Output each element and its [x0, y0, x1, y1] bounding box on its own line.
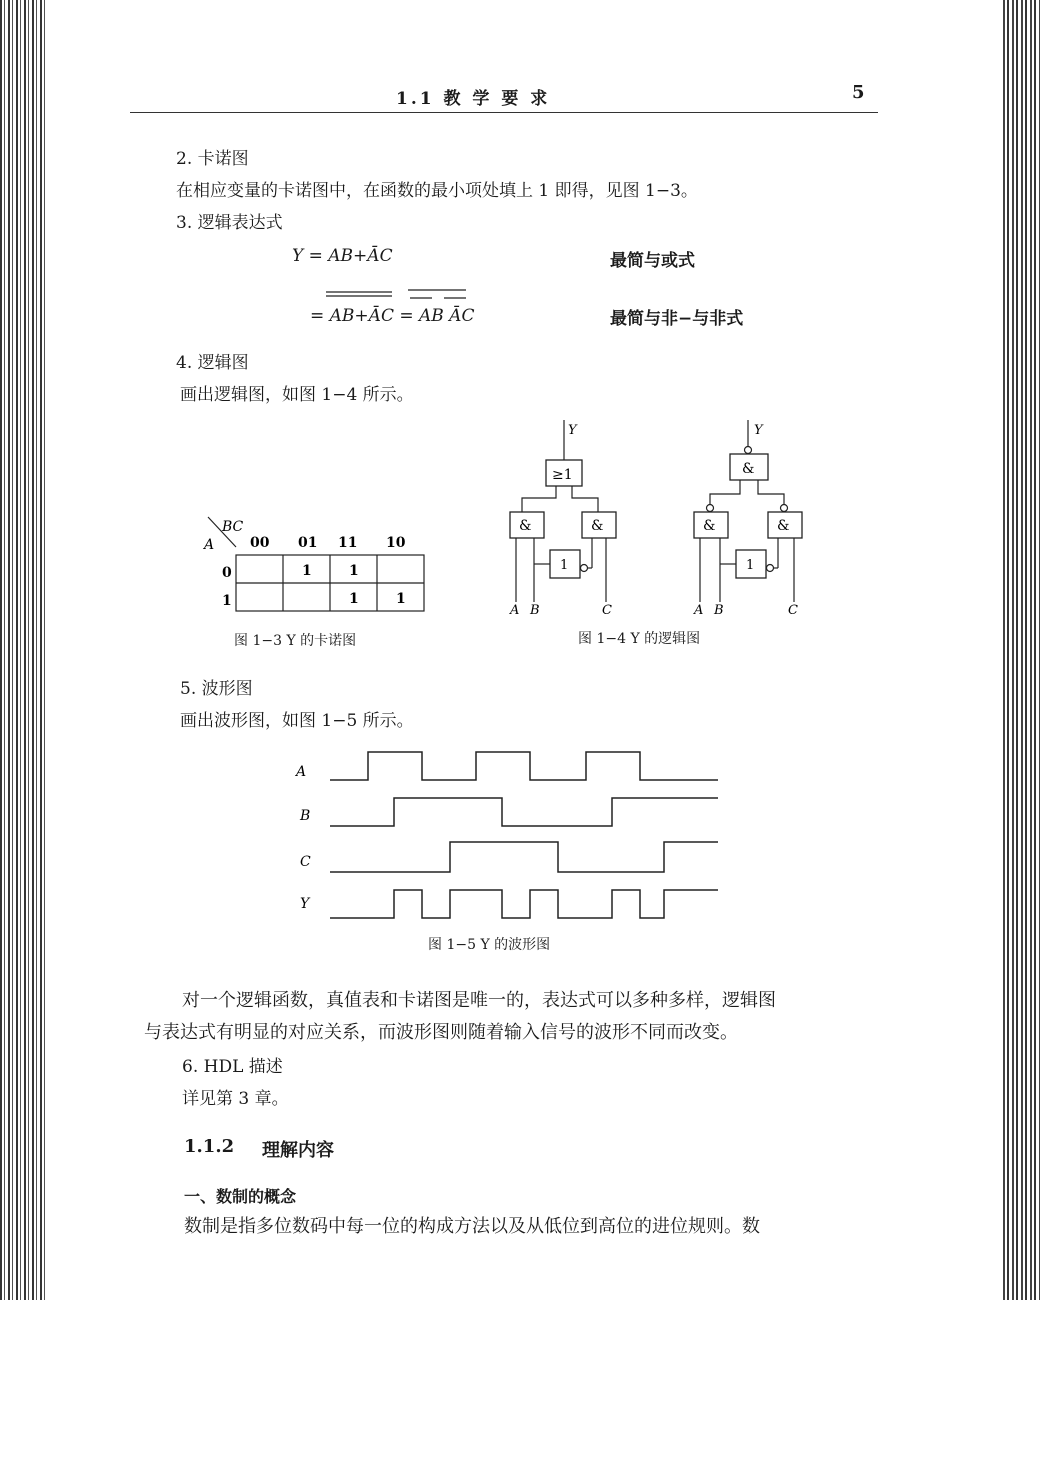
- summary-line-1: 对一个逻辑函数，真值表和卡诺图是唯一的，表达式可以多种多样，逻辑图: [182, 990, 776, 1011]
- kmap-cell: 1: [396, 591, 406, 607]
- running-header: 1.1 教 学 要 求: [396, 89, 551, 109]
- input-label-a: A: [694, 603, 704, 618]
- kmap-figure: [200, 515, 430, 620]
- nand-gate-symbol: &: [777, 518, 790, 534]
- kmap-desc: 在相应变量的卡诺图中，在函数的最小项处填上 1 即得，见图 1−3。: [176, 181, 698, 201]
- not-gate-symbol: 1: [560, 558, 569, 573]
- output-label: Y: [568, 423, 577, 438]
- input-label-b: B: [714, 603, 724, 618]
- equation-2-label: 最简与非−与非式: [610, 309, 744, 329]
- nand-gate-symbol: &: [703, 518, 716, 534]
- kmap-row-header: 1: [222, 593, 232, 609]
- logic-diagram-and-or: [500, 418, 640, 618]
- kmap-corner-col: BC: [222, 519, 244, 535]
- signal-label-b: B: [300, 808, 311, 824]
- summary-line-2: 与表达式有明显的对应关系，而波形图则随着输入信号的波形不同而改变。: [144, 1022, 738, 1043]
- heading-expression: 3. 逻辑表达式: [176, 213, 283, 233]
- kmap-row-header: 0: [222, 565, 232, 581]
- and-gate-symbol: &: [591, 518, 604, 534]
- equation-1-label: 最简与或式: [610, 251, 695, 271]
- header-rule: [130, 112, 878, 113]
- and-gate-symbol: &: [519, 518, 532, 534]
- kmap-cell: 1: [349, 563, 359, 579]
- output-label: Y: [754, 423, 763, 438]
- heading-waveform: 5. 波形图: [180, 679, 253, 699]
- concept-text: 数制是指多位数码中每一位的构成方法以及从低位到高位的进位规则。数: [184, 1216, 760, 1237]
- kmap-corner-row: A: [204, 537, 215, 553]
- logic-caption: 图 1−4 Y 的逻辑图: [578, 631, 701, 647]
- nand-gate-symbol: &: [742, 461, 755, 477]
- kmap-col-header: 01: [298, 535, 318, 551]
- scan-edge-left: [0, 0, 48, 1300]
- scan-edge-right: [1000, 0, 1040, 1300]
- input-label-b: B: [530, 603, 540, 618]
- waveform-desc: 画出波形图，如图 1−5 所示。: [180, 711, 414, 731]
- concept-heading: 一、数制的概念: [184, 1187, 297, 1206]
- or-gate-symbol: ≥1: [552, 467, 573, 483]
- input-label-c: C: [788, 603, 798, 618]
- heading-hdl: 6. HDL 描述: [182, 1057, 283, 1077]
- equation-2-overlines: [300, 286, 480, 308]
- signal-label-a: A: [296, 764, 307, 780]
- input-label-a: A: [510, 603, 520, 618]
- kmap-cell: 1: [302, 563, 312, 579]
- kmap-cell: 1: [349, 591, 359, 607]
- subsection-title: 理解内容: [262, 1140, 334, 1161]
- equation-2: = AB+ĀC = AB ĀC: [310, 306, 475, 326]
- logic-diagram-nand-nand: [686, 418, 826, 618]
- waveform-caption: 图 1−5 Y 的波形图: [428, 937, 551, 953]
- signal-label-y: Y: [300, 896, 310, 912]
- subsection-number: 1.1.2: [184, 1136, 235, 1157]
- heading-kmap: 2. 卡诺图: [176, 149, 249, 169]
- heading-logic-diagram: 4. 逻辑图: [176, 353, 249, 373]
- waveform-figure: [290, 744, 730, 930]
- input-label-c: C: [602, 603, 612, 618]
- kmap-col-header: 00: [250, 535, 270, 551]
- kmap-col-header: 11: [338, 535, 358, 551]
- kmap-caption: 图 1−3 Y 的卡诺图: [234, 633, 357, 649]
- page-number: 5: [852, 82, 865, 103]
- not-gate-symbol: 1: [746, 558, 755, 573]
- kmap-col-header: 10: [386, 535, 406, 551]
- hdl-desc: 详见第 3 章。: [182, 1089, 289, 1109]
- logic-diagram-desc: 画出逻辑图，如图 1−4 所示。: [180, 385, 414, 405]
- signal-label-c: C: [300, 854, 311, 870]
- equation-1: Y = AB+ĀC: [292, 246, 393, 266]
